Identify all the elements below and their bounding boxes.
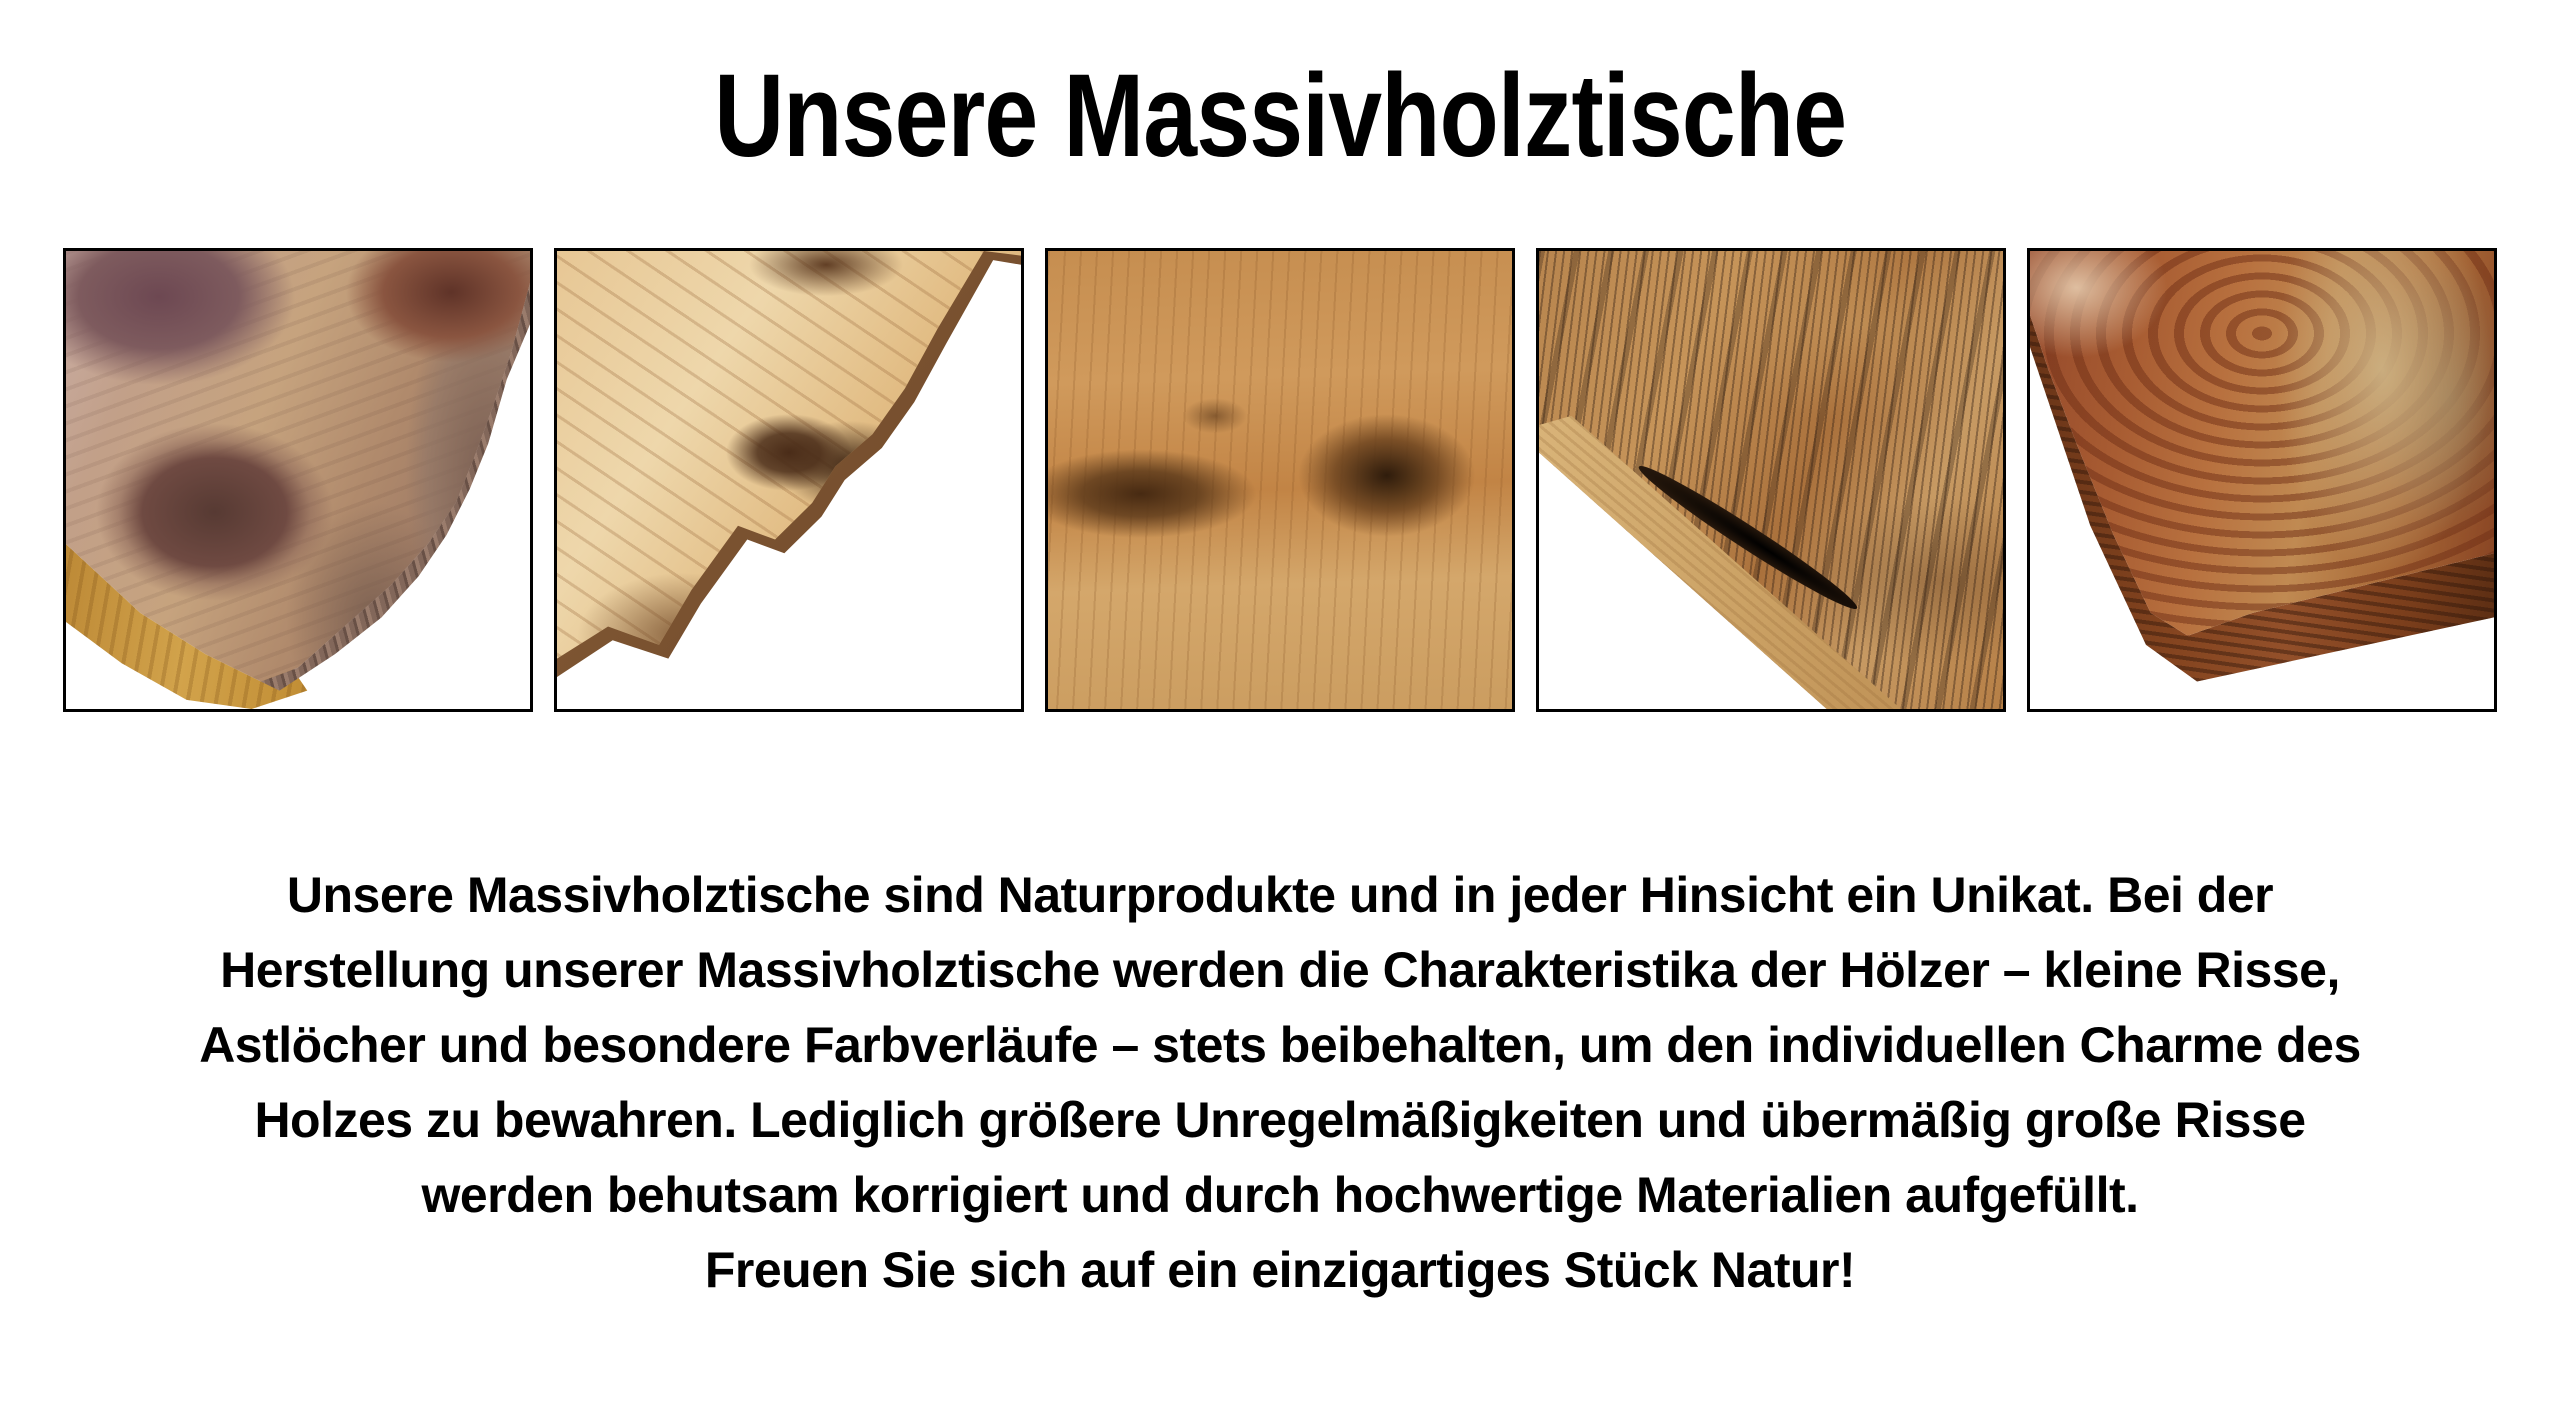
wood-detail-photo-1 xyxy=(63,248,533,712)
page-title-text: Unsere Massivholztische xyxy=(714,50,1846,182)
wood-detail-photo-4 xyxy=(1536,248,2006,712)
body-text-line: werden behutsam korrigiert und durch hochwertige Materialien aufgefüllt. xyxy=(421,1167,2139,1223)
wood-surface xyxy=(1048,251,1512,709)
body-text-line: Astlöcher und besondere Farbverläufe – stets beibehalten, um den individuellen Charme des xyxy=(199,1017,2361,1073)
description-paragraph xyxy=(0,858,2560,1308)
wood-detail-photo-5 xyxy=(2027,248,2497,712)
page-title xyxy=(0,0,2560,182)
wood-detail-photo-3 xyxy=(1045,248,1515,712)
body-text-line: Freuen Sie sich auf ein einzigartiges Stück Natur! xyxy=(704,1242,1856,1298)
wood-photo-gallery xyxy=(0,248,2560,712)
body-text-line: Unsere Massivholztische sind Naturprodukte und in jeder Hinsicht ein Unikat. Bei der xyxy=(286,867,2274,923)
body-text-line: Holzes zu bewahren. Lediglich größere Unregelmäßigkeiten und übermäßig große Risse xyxy=(254,1092,2306,1148)
body-text-line: Herstellung unserer Massivholztische werden die Charakteristika der Hölzer – kleine Risse, xyxy=(220,942,2340,998)
wood-detail-photo-2 xyxy=(554,248,1024,712)
